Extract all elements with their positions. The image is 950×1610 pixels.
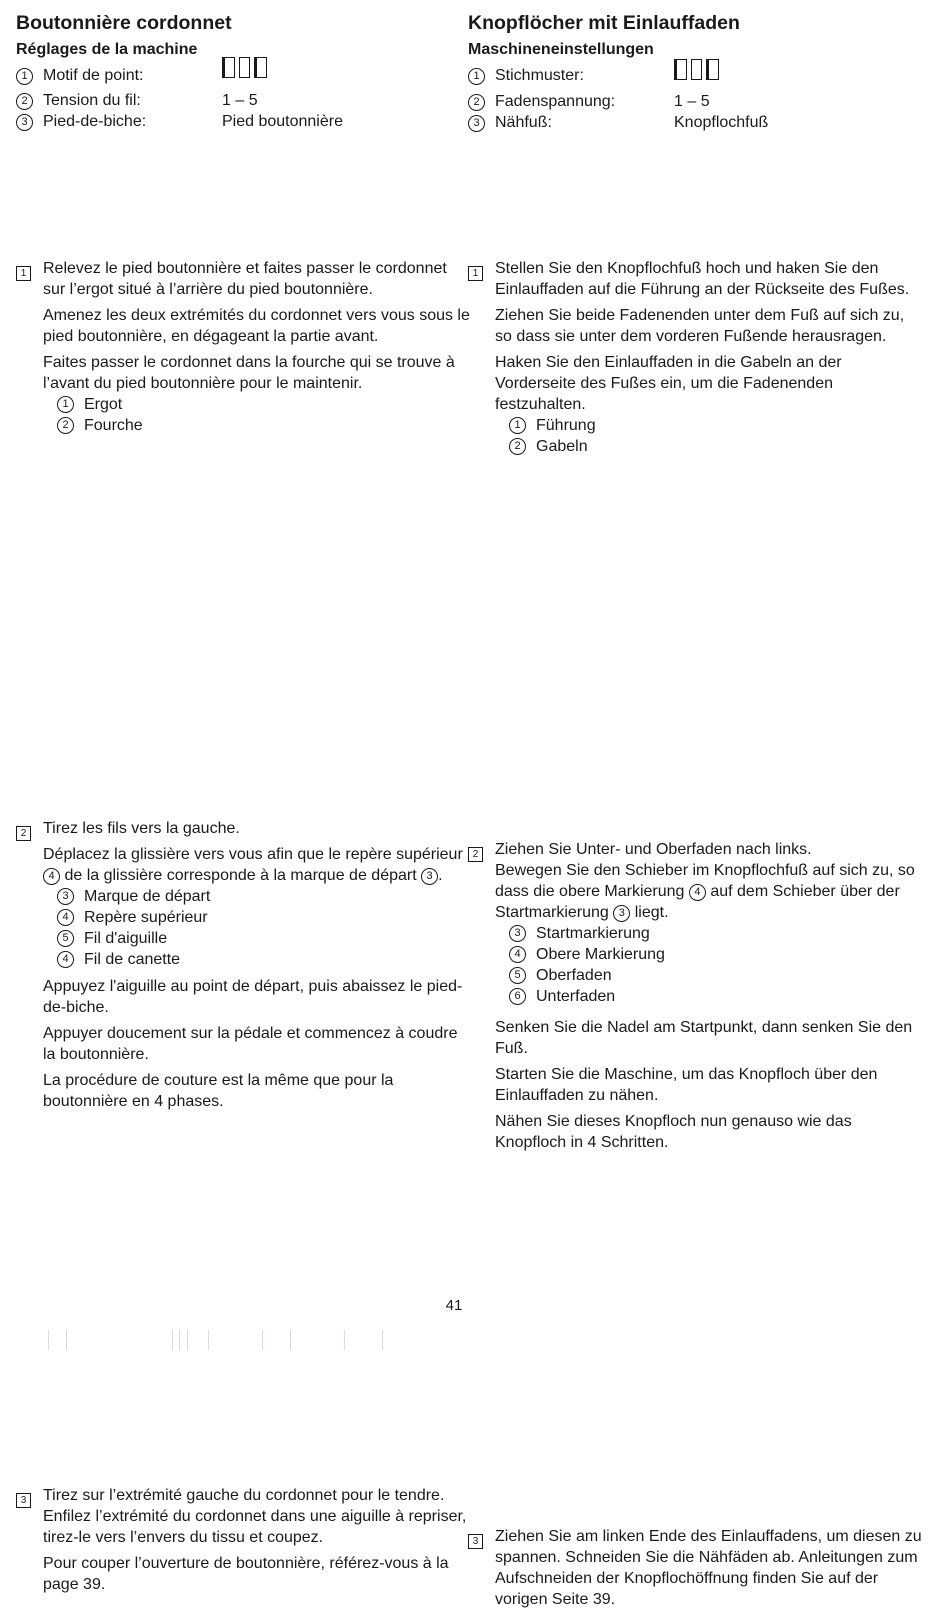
step-3-fr bbox=[16, 1485, 473, 1595]
setting-row bbox=[16, 111, 446, 132]
paragraph: Appuyer doucement sur la pédale et commencez à coudre la boutonnière. bbox=[43, 1025, 458, 1063]
circled-number: 4 bbox=[57, 909, 74, 926]
setting-value: Pied boutonnière bbox=[222, 113, 343, 130]
circled-number: 2 bbox=[57, 417, 74, 434]
circled-number: 3 bbox=[509, 925, 526, 942]
legend-item bbox=[509, 923, 925, 944]
legend-list bbox=[43, 886, 473, 970]
legend-label: Unterfaden bbox=[536, 988, 616, 1005]
circled-number: 2 bbox=[468, 94, 485, 111]
step-3-de bbox=[468, 1526, 925, 1610]
settings-section-de bbox=[468, 11, 898, 133]
step-number: 3 bbox=[16, 1493, 31, 1508]
circled-number: 6 bbox=[509, 988, 526, 1005]
legend-item bbox=[57, 907, 473, 928]
legend-item bbox=[509, 415, 925, 436]
circled-number: 3 bbox=[16, 114, 33, 131]
stitch-pattern-icon bbox=[674, 59, 719, 82]
legend-item bbox=[57, 394, 473, 415]
legend-label: Obere Markierung bbox=[536, 946, 665, 963]
legend-label: Gabeln bbox=[536, 438, 588, 455]
paragraph: Starten Sie die Maschine, um das Knopfloch über den Einlauffaden zu nähen. bbox=[495, 1066, 878, 1104]
paragraph: Déplacez la glissière vers vous afin que le repère supérieur 4 de la glissière corresponde à la marque de départ 3 . bbox=[43, 846, 463, 884]
paragraph: Amenez les deux extrémités du cordonnet vers vous sous le pied boutonnière, en dégageant la partie avant. bbox=[43, 307, 470, 345]
legend-item bbox=[509, 965, 925, 986]
page-title-fr: Boutonnière cordonnet bbox=[16, 12, 232, 34]
setting-label: Fadenspannung: bbox=[495, 93, 616, 110]
paragraph: Ziehen Sie beide Fadenenden unter dem Fuß auf sich zu, so dass sie unter dem vorderen Fußende herausragen. bbox=[495, 307, 905, 345]
setting-row bbox=[16, 65, 446, 86]
paragraph: Tirez sur l’extrémité gauche du cordonnet pour le tendre. Enfilez l’extrémité du cordonnet dans une aiguille à repriser, tirez-le vers l’envers du tissu et coupez. bbox=[43, 1487, 467, 1546]
step-number: 1 bbox=[468, 266, 483, 281]
paragraph: Appuyez l'aiguille au point de départ, puis abaissez le pied-de-biche. bbox=[43, 978, 463, 1016]
legend-label: Marque de départ bbox=[84, 888, 211, 905]
circled-number: 3 bbox=[57, 888, 74, 905]
circled-number: 4 bbox=[57, 951, 74, 968]
settings-section-fr bbox=[16, 11, 446, 132]
step-number: 3 bbox=[468, 1534, 483, 1549]
circled-number: 4 bbox=[689, 884, 706, 901]
circled-number: 1 bbox=[57, 396, 74, 413]
step-number: 1 bbox=[16, 266, 31, 281]
circled-number: 5 bbox=[509, 967, 526, 984]
circled-number: 3 bbox=[468, 115, 485, 132]
paragraph: Stellen Sie den Knopflochfuß hoch und haken Sie den Einlauffaden auf die Führung an der Rückseite des Fußes. bbox=[495, 260, 910, 298]
legend-item bbox=[57, 949, 473, 970]
circled-number: 2 bbox=[16, 93, 33, 110]
legend-item bbox=[57, 415, 473, 436]
step-number: 2 bbox=[16, 826, 31, 841]
setting-value: 1 – 5 bbox=[222, 92, 258, 109]
paragraph: Faites passer le cordonnet dans la fourche qui se trouve à l’avant du pied boutonnière pour le maintenir. bbox=[43, 354, 455, 392]
legend-label: Startmarkierung bbox=[536, 925, 650, 942]
paragraph: Bewegen Sie den Schieber im Knopflochfuß auf sich zu, so dass die obere Markierung 4 auf dem Schieber über der Startmarkierung 3 liegt. bbox=[495, 862, 915, 921]
step-1-fr bbox=[16, 258, 473, 436]
setting-label: Nähfuß: bbox=[495, 114, 552, 131]
setting-row bbox=[16, 90, 446, 111]
legend-label: Fil de canette bbox=[84, 951, 181, 968]
legend-label: Oberfaden bbox=[536, 967, 612, 984]
paragraph: Ziehen Sie Unter- und Oberfaden nach links. bbox=[495, 841, 812, 858]
legend-label: Repère supérieur bbox=[84, 909, 208, 926]
paragraph: Haken Sie den Einlauffaden in die Gabeln an der Vorderseite des Fußes ein, um die Fadenenden festzuhalten. bbox=[495, 354, 842, 413]
settings-heading-de: Maschineneinstellungen bbox=[468, 41, 654, 58]
setting-label: Stichmuster: bbox=[495, 67, 584, 84]
legend-label: Führung bbox=[536, 417, 596, 434]
circled-number: 4 bbox=[509, 946, 526, 963]
paragraph: Pour couper l’ouverture de boutonnière, référez-vous à la page 39. bbox=[43, 1555, 449, 1593]
paragraph: Senken Sie die Nadel am Startpunkt, dann senken Sie den Fuß. bbox=[495, 1019, 913, 1057]
page-title-de: Knopflöcher mit Einlauffaden bbox=[468, 12, 740, 34]
legend-item bbox=[509, 436, 925, 457]
step-number: 2 bbox=[468, 847, 483, 862]
setting-row bbox=[468, 65, 898, 86]
paragraph: Nähen Sie dieses Knopfloch nun genauso wie das Knopfloch in 4 Schritten. bbox=[495, 1113, 852, 1151]
page-number: 41 bbox=[445, 1297, 463, 1314]
circled-number: 1 bbox=[468, 68, 485, 85]
legend-list bbox=[495, 415, 925, 457]
legend-item bbox=[509, 986, 925, 1007]
setting-label: Motif de point: bbox=[43, 67, 144, 84]
legend-list bbox=[43, 394, 473, 436]
paragraph: Ziehen Sie am linken Ende des Einlauffadens, um diesen zu spannen. Schneiden Sie die Nähfäden ab. Anleitungen zum Aufschneiden der Knopflochöffnung finden Sie auf der vorigen Seite 39. bbox=[495, 1528, 922, 1608]
setting-label: Pied-de-biche: bbox=[43, 113, 147, 130]
step-2-fr bbox=[16, 818, 473, 1112]
legend-item bbox=[57, 928, 473, 949]
settings-heading-fr: Réglages de la machine bbox=[16, 41, 198, 58]
circled-number: 2 bbox=[509, 438, 526, 455]
circled-number: 1 bbox=[16, 68, 33, 85]
paragraph: Relevez le pied boutonnière et faites passer le cordonnet sur l’ergot situé à l’arrière du pied boutonnière. bbox=[43, 260, 447, 298]
setting-row bbox=[468, 91, 898, 112]
circled-number: 1 bbox=[509, 417, 526, 434]
paragraph: Tirez les fils vers la gauche. bbox=[43, 820, 240, 837]
german-column bbox=[468, 0, 922, 1608]
legend-item bbox=[509, 944, 925, 965]
circled-number: 3 bbox=[613, 905, 630, 922]
circled-number: 4 bbox=[43, 868, 60, 885]
legend-list bbox=[495, 923, 925, 1007]
circled-number: 5 bbox=[57, 930, 74, 947]
stitch-pattern-icon bbox=[222, 57, 267, 80]
setting-value: 1 – 5 bbox=[674, 93, 710, 110]
setting-value: Knopflochfuß bbox=[674, 114, 769, 131]
step-2-de bbox=[468, 839, 925, 1153]
legend-label: Fourche bbox=[84, 417, 143, 434]
setting-row bbox=[468, 112, 898, 133]
setting-label: Tension du fil: bbox=[43, 92, 141, 109]
paragraph: La procédure de couture est la même que pour la boutonnière en 4 phases. bbox=[43, 1072, 394, 1110]
legend-label: Fil d'aiguille bbox=[84, 930, 168, 947]
legend-item bbox=[57, 886, 473, 907]
legend-label: Ergot bbox=[84, 396, 123, 413]
circled-number: 3 bbox=[421, 868, 438, 885]
step-1-de bbox=[468, 258, 925, 457]
